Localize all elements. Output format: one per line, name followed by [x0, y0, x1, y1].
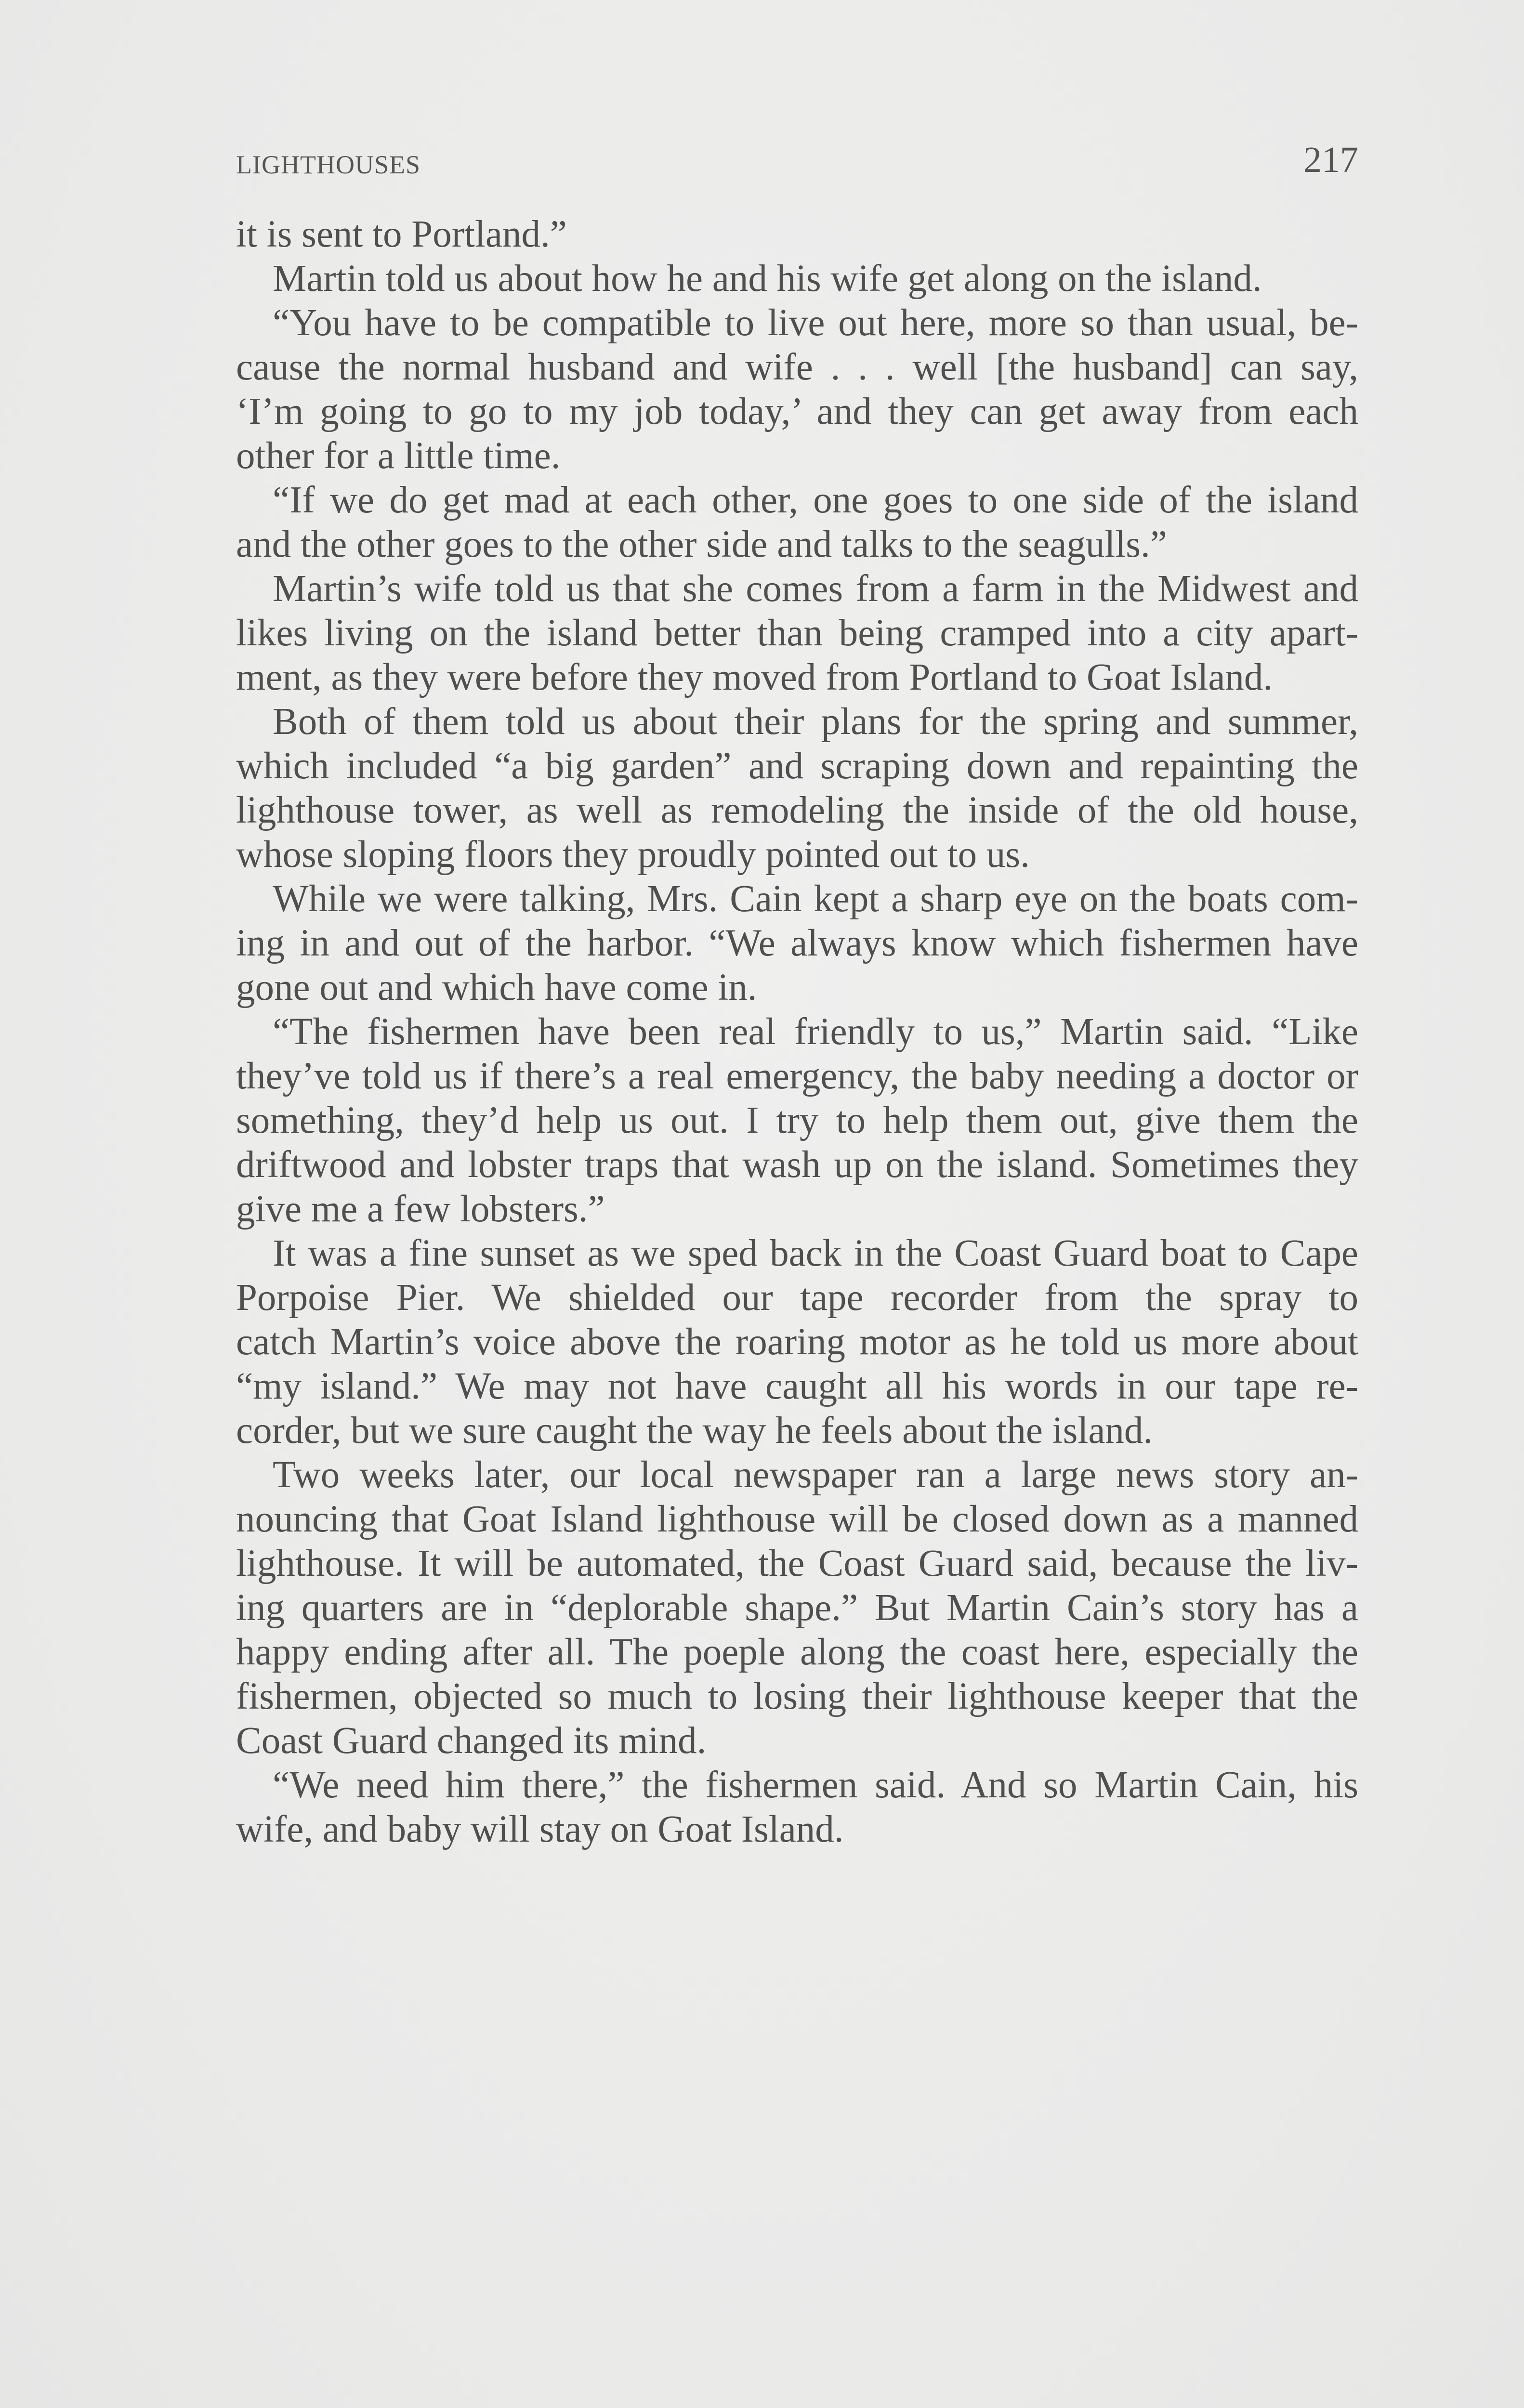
text-line: happy ending after all. The poeple along the coast here, especially the [236, 1631, 1358, 1673]
text-line: Two weeks later, our local newspaper ran a large news story an- [273, 1454, 1358, 1496]
text-line: gone out and which have come in. [236, 967, 757, 1008]
text-line: something, they’d help us out. I try to help them out, give them the [236, 1099, 1358, 1141]
text-line: Porpoise Pier. We shielded our tape recorder from the spray to [236, 1277, 1358, 1319]
text-line: “my island.” We may not have caught all his words in our tape re- [236, 1365, 1358, 1407]
text-line: It was a fine sunset as we sped back in the Coast Guard boat to Cape [273, 1232, 1358, 1274]
paragraph [236, 1453, 1358, 1763]
text-line: catch Martin’s voice above the roaring motor as he told us more about [236, 1321, 1358, 1363]
text-line: other for a little time. [236, 435, 561, 477]
text-line: Both of them told us about their plans for the spring and summer, [273, 701, 1358, 743]
text-line: and the other goes to the other side and talks to the seagulls.” [236, 523, 1167, 565]
text-line: it is sent to Portland.” [236, 213, 567, 255]
running-head-title: LIGHTHOUSES [236, 150, 420, 179]
paragraph [236, 1010, 1358, 1231]
text-line: “The fishermen have been real friendly to us,” Martin said. “Like [273, 1011, 1358, 1053]
paragraph [236, 301, 1358, 478]
text-line: ing quarters are in “deplorable shape.” But Martin Cain’s story has a [236, 1587, 1358, 1629]
running-head [236, 141, 1358, 179]
text-line: which included “a big garden” and scraping down and repainting the [236, 745, 1358, 787]
text-line: Martin’s wife told us that she comes from a farm in the Midwest and [273, 568, 1358, 610]
text-line: “You have to be compatible to live out here, more so than usual, be- [273, 302, 1358, 344]
text-line: lighthouse. It will be automated, the Coast Guard said, because the liv- [236, 1543, 1358, 1584]
text-line: ing in and out of the harbor. “We always know which fishermen have [236, 922, 1358, 964]
page-number: 217 [1303, 140, 1358, 180]
paragraph [236, 877, 1358, 1010]
text-line: corder, but we sure caught the way he feels about the island. [236, 1410, 1153, 1452]
paragraph [236, 1763, 1358, 1852]
text-line: likes living on the island better than being cramped into a city apart- [236, 612, 1358, 654]
text-line: wife, and baby will stay on Goat Island. [236, 1808, 844, 1850]
text-line: “We need him there,” the fishermen said. And so Martin Cain, his [273, 1764, 1358, 1806]
text-line: “If we do get mad at each other, one goes to one side of the island [273, 479, 1358, 521]
text-line: give me a few lobsters.” [236, 1188, 605, 1230]
text-line: ‘I’m going to go to my job today,’ and they can get away from each [236, 391, 1358, 432]
text-line: whose sloping floors they proudly pointed out to us. [236, 834, 1030, 876]
paragraph [236, 1231, 1358, 1453]
paragraph [236, 700, 1358, 877]
text-line: nouncing that Goat Island lighthouse will be closed down as a manned [236, 1498, 1358, 1540]
text-line: Coast Guard changed its mind. [236, 1720, 707, 1762]
paragraph [236, 212, 1358, 257]
text-line: While we were talking, Mrs. Cain kept a sharp eye on the boats com- [273, 878, 1358, 920]
text-line: fishermen, objected so much to losing their lighthouse keeper that the [236, 1675, 1358, 1717]
paragraph [236, 567, 1358, 700]
body-text [236, 212, 1358, 1852]
paragraph [236, 478, 1358, 567]
text-line: cause the normal husband and wife . . . well [the husband] can say, [236, 346, 1358, 388]
text-line: ment, as they were before they moved from Portland to Goat Island. [236, 656, 1273, 698]
text-line: driftwood and lobster traps that wash up on the island. Sometimes they [236, 1144, 1358, 1186]
text-line: they’ve told us if there’s a real emergency, the baby needing a doctor or [236, 1055, 1358, 1097]
text-line: lighthouse tower, as well as remodeling the inside of the old house, [236, 789, 1358, 831]
paragraph [236, 257, 1358, 301]
text-line: Martin told us about how he and his wife get along on the island. [273, 258, 1262, 300]
